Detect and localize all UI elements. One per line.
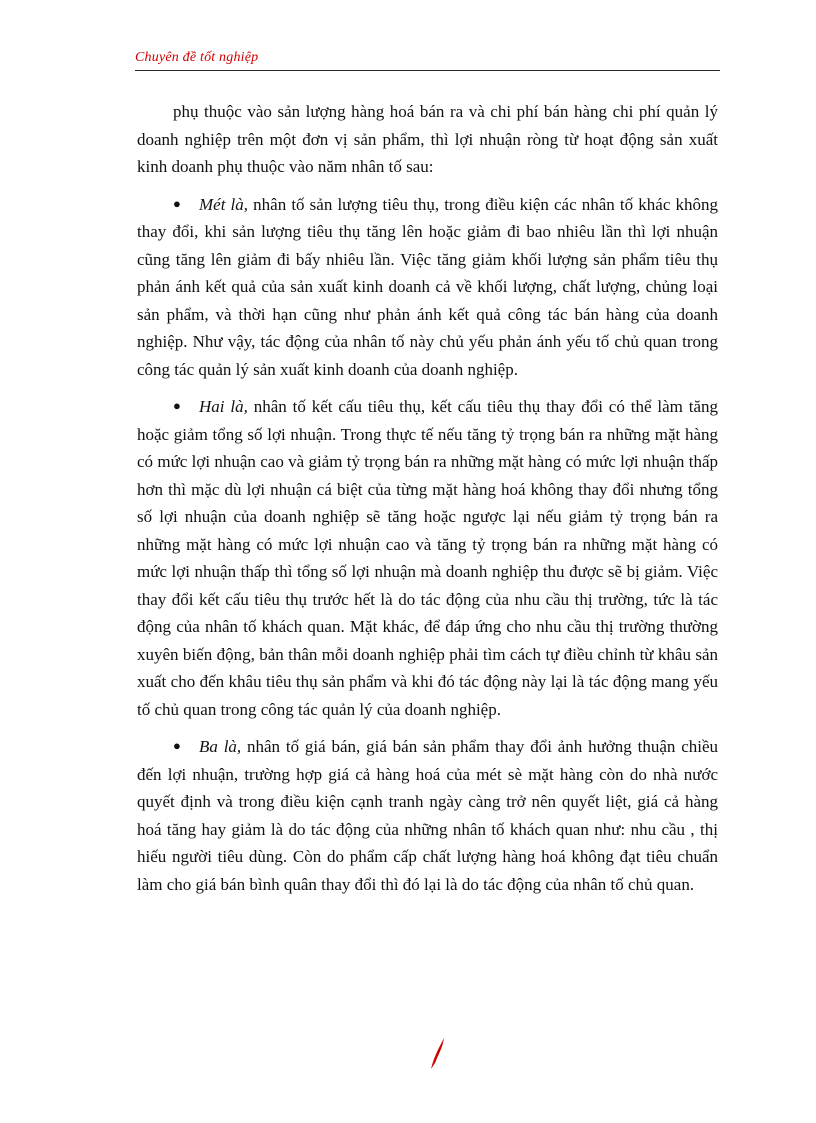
bullet-lead-1: Mét là, xyxy=(199,194,249,214)
bullet-text-3: nhân tố giá bán, giá bán sản phẩm thay đổi ảnh hưởng thuận chiều đến lợi nhuận, trường hợp giá cả hàng hoá của mét sè mặt hàng còn do nhà nước quyết định và trong điều kiện cạnh tranh ngày càng trở nên quyết liệt, giá cả hàng hoá tăng hay giảm là do tác động của những nhân tố khách quan như: nhu cầu , thị hiếu người tiêu dùng. Còn do phẩm cấp chất lượng hàng hoá không đạt tiêu chuẩn làm cho giá bán bình quân thay đổi thì đó lại là do tác động của nhân tố chủ quan. xyxy=(137,737,719,894)
page-header xyxy=(135,50,720,71)
document-body xyxy=(137,98,718,907)
red-quill-mark-icon xyxy=(428,1036,448,1072)
bullet-item-2 xyxy=(137,392,718,723)
bullet-lead-3: Ba là, xyxy=(199,737,242,756)
bullet-dot-icon: ● xyxy=(173,398,181,413)
intro-paragraph: phụ thuộc vào sản lượng hàng hoá bán ra và chi phí bán hàng chi phí quản lý doanh nghiệp trên một đơn vị sản phẩm, thì lợi nhuận ròng từ hoạt động sản xuất kinh doanh phụ thuộc vào năm nhân tố sau: xyxy=(137,102,718,176)
bullet-dot-icon: ● xyxy=(173,738,181,753)
bullet-text-1: nhân tố sản lượng tiêu thụ, trong điều kiện các nhân tố khác không thay đổi, khi sản lượng tiêu thụ tăng lên hoặc giảm đi bao nhiêu lần thì lợi nhuận cũng tăng lên giảm đi bấy nhiêu lần. Việc tăng giảm khối lượng sản phẩm tiêu thụ phản ánh kết quả của sản xuất kinh doanh cả về khối lượng, chất lượng, chủng loại sản phẩm, và thời hạn cũng như phản ánh kết quả công tác bán hàng của doanh nghiệp. Như vậy, tác động của nhân tố này chủ yếu phản ánh yếu tố chủ quan trong công tác quản lý sản xuất kinh doanh của doanh nghiệp. xyxy=(137,194,718,379)
bullet-dot-icon: ● xyxy=(173,195,181,211)
bullet-text-2: nhân tố kết cấu tiêu thụ, kết cấu tiêu thụ thay đổi có thể làm tăng hoặc giảm tổng số lợi nhuận. Trong thực tế nếu tăng tỷ trọng bán ra những mặt hàng có mức lợi nhuận cao và giảm tỷ trọng bán ra những mặt hàng có mức lợi nhuận thấp hơn thì mặc dù lợi nhuận cá biệt của từng mặt hàng hoá không thay đổi nhưng tổng số lợi nhuận của doanh nghiệp sẽ tăng hoặc ngược lại nếu giảm tỷ trọng bán ra những mặt hàng có mức lợi nhuận cao và tăng tỷ trọng bán ra những mặt hàng có mức lợi nhuận thấp thì tổng số lợi nhuận mà doanh nghiệp thu được sẽ bị giảm. Việc thay đổi kết cấu tiêu thụ trước hết là do tác động của nhu cầu thị trường, tức là tác động của nhân tố khách quan. Mặt khác, để đáp ứng cho nhu cầu thị trường thường xuyên biến động, bản thân mỗi doanh nghiệp phải tìm cách tự điều chỉnh từ khâu sản xuất cho đến khâu tiêu thụ sản phẩm và khi đó tác động này lại là tác động mang yếu tố chủ quan trong công tác quản lý của doanh nghiệp. xyxy=(137,397,718,719)
bullet-lead-2: Hai là, xyxy=(199,397,248,416)
bullet-item-3 xyxy=(137,732,718,898)
bullet-item-1 xyxy=(137,190,718,384)
header-title: Chuyên đề tốt nghiệp xyxy=(135,50,259,65)
